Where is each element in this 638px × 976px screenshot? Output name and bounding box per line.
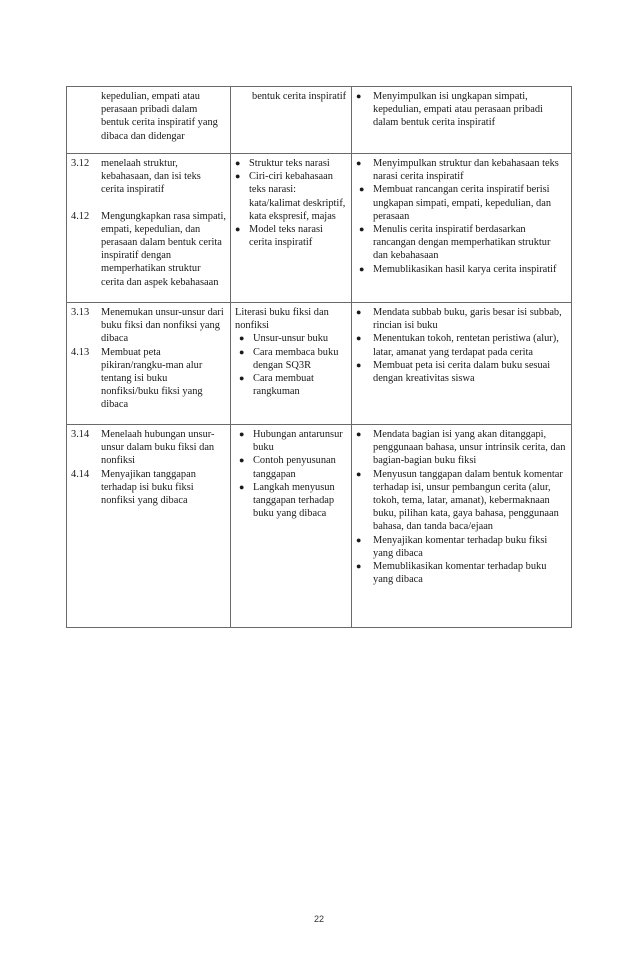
list-item: ● Menyimpulkan struktur dan kebahasaan teks narasi cerita inspiratif (356, 158, 559, 183)
kd-number: 3.14 (71, 429, 90, 440)
list-item: ● Mendata subbab buku, garis besar isi subbab, rincian isi buku (356, 307, 562, 332)
list-item: ● Menulis cerita inspiratif berdasarkan rancangan dengan memperhatikan struktur dan kebahasaan (359, 224, 551, 262)
bullet-icon: ● (239, 455, 245, 466)
kegiatan-cell (352, 154, 572, 303)
bullet-icon: ● (356, 561, 362, 572)
bullet-icon: ● (239, 346, 245, 357)
list-item: ● Cara membaca buku dengan SQ3R (239, 346, 339, 371)
list-item: ● Model teks narasi cerita inspiratif (235, 224, 323, 249)
materi-cell (231, 154, 352, 303)
table-row (67, 154, 572, 303)
bullet-icon: ● (356, 158, 362, 168)
kd-item (71, 210, 226, 289)
kd-item (71, 428, 226, 468)
list-item: ● Menyajikan komentar terhadap buku fiksi yang dibaca (356, 534, 548, 559)
bullet-icon: ● (356, 91, 362, 101)
bullet-icon: ● (359, 184, 365, 195)
bullet-icon: ● (356, 534, 362, 545)
bullet-icon: ● (235, 158, 241, 168)
kd-number: 3.13 (71, 307, 90, 318)
list-item: ● Memublikasikan komentar terhadap buku yang dibaca (356, 561, 547, 586)
kd-cell (67, 425, 231, 628)
kd-text: Menemukan unsur-unsur dari buku fiksi dan nonfiksi yang dibaca (101, 307, 224, 345)
bullet-icon: ● (356, 359, 362, 370)
kd-item (71, 306, 226, 346)
list-item: ● Contoh penyusunan tanggapan (239, 455, 336, 480)
list-item: ● Langkah menyusun tanggapan terhadap buku yang dibaca (239, 481, 335, 520)
curriculum-table (66, 86, 572, 628)
list-item: ● Struktur teks narasi (235, 158, 330, 169)
table-row (67, 87, 572, 154)
materi-intro: Literasi buku fiksi dan nonfiksi (235, 307, 329, 332)
list-item: ● Menyusun tanggapan dalam bentuk komentar terhadap isi, unsur pembangun cerita (alur, tokoh, tema, latar, amanat), kebermaknaan buku, pilihan kata, gaya bahasa, penggunaan bahasa, dan tanda baca/ejaan (356, 468, 563, 533)
kegiatan-cell (352, 425, 572, 628)
page-number: 22 (313, 914, 324, 924)
list-item: ● Membuat peta isi cerita dalam buku sesuai dengan kreativitas siswa (356, 359, 551, 385)
kd-text: Mengungkapkan rasa simpati, empati, kepedulian, dan perasaan dalam bentuk cerita inspiratif dengan memperhatikan struktur cerita dan aspek kebahasaan (101, 210, 226, 288)
bullet-icon: ● (235, 171, 241, 182)
list-item: ● Cara membuat rangkuman (239, 373, 314, 398)
list-item: ● Membuat rancangan cerita inspiratif berisi ungkapan simpati, empati, kepedulian, dan perasaan (359, 184, 552, 222)
list-item: ● Unsur-unsur buku (239, 333, 329, 345)
kd-text: Menelaah hubungan unsur-unsur dalam buku fiksi dan nonfiksi (101, 429, 215, 467)
materi-cell (231, 303, 352, 425)
bullet-icon: ● (356, 307, 362, 317)
kegiatan-cell (352, 303, 572, 425)
kd-number: 4.14 (71, 468, 90, 480)
materi-text: bentuk cerita inspiratif (252, 91, 347, 102)
bullet-icon: ● (359, 224, 365, 235)
bullet-icon: ● (235, 224, 241, 235)
kd-item (71, 468, 226, 508)
list-item: ● Menyimpulkan isi ungkapan simpati, kepedulian, empati atau perasaan pribadi dalam bentuk cerita inspiratif (356, 91, 543, 129)
kd-text: menelaah struktur, kebahasaan, dan isi teks cerita inspiratif (101, 158, 201, 196)
kd-cell (67, 154, 231, 303)
bullet-icon: ● (239, 481, 245, 492)
kd-number: 3.12 (71, 158, 90, 169)
kd-text: Membuat peta pikiran/rangku-man alur tentang isi buku nonfiksi/buku fiksi yang dibaca (101, 346, 203, 411)
kd-text: kepedulian, empati atau perasaan pribadi dalam bentuk cerita inspiratif yang dibaca dan didengar (101, 91, 218, 142)
bullet-icon: ● (239, 429, 245, 439)
list-item: ● Hubungan antarunsur buku (239, 429, 343, 454)
kd-item (71, 346, 226, 412)
bullet-icon: ● (356, 333, 362, 344)
table-row (67, 303, 572, 425)
list-item: ● Mendata bagian isi yang akan ditanggapi, penggunaan bahasa, unsur intrinsik cerita, dan bagian-bagian buku fiksi (356, 429, 566, 467)
materi-cell (231, 87, 352, 154)
kd-text: Menyajikan tanggapan terhadap isi buku fiksi nonfiksi yang dibaca (101, 468, 196, 507)
bullet-icon: ● (356, 429, 362, 439)
kd-item (71, 157, 226, 197)
list-item: ● Ciri-ciri kebahasaan teks narasi: kata/kalimat deskriptif, kata ekspresif, majas (235, 171, 346, 222)
table-row (67, 425, 572, 628)
bullet-icon: ● (239, 333, 245, 344)
bullet-icon: ● (359, 263, 365, 274)
kd-number: 4.12 (71, 210, 90, 222)
bullet-icon: ● (239, 373, 245, 384)
materi-cell (231, 425, 352, 628)
list-item: ● Memublikasikan hasil karya cerita inspiratif (359, 263, 557, 275)
kegiatan-cell (352, 87, 572, 154)
bullet-icon: ● (356, 468, 362, 479)
list-item: ● Menentukan tokoh, rentetan peristiwa (alur), latar, amanat yang terdapat pada cerita (356, 333, 559, 358)
kd-number: 4.13 (71, 346, 90, 358)
kd-cell (67, 87, 231, 154)
kd-cell (67, 303, 231, 425)
